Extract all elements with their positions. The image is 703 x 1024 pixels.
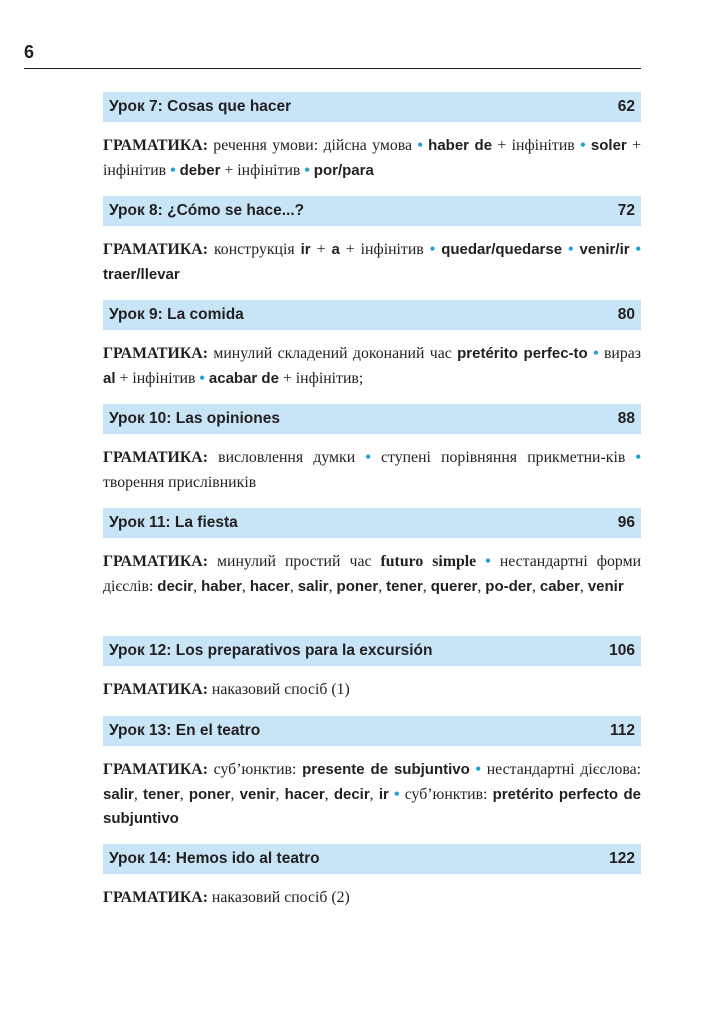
spanish-term: poner (336, 577, 379, 595)
page-number: 6 (24, 42, 35, 62)
lesson-title: Урок 10: Las opiniones (109, 410, 280, 427)
lesson-page-number: 96 (617, 514, 635, 531)
spanish-term: traer/llevar (103, 265, 180, 283)
lesson-header[interactable] (103, 92, 641, 122)
spanish-term: a (331, 241, 340, 258)
spanish-term: ir (300, 241, 311, 258)
spanish-term: tener (386, 577, 423, 595)
grammar-text: суб’юнктив: (399, 785, 493, 803)
lesson-title: Урок 7: Cosas que hacer (109, 98, 292, 115)
spanish-term: presente de subjuntivo (302, 761, 470, 778)
lesson-entry (103, 716, 641, 832)
grammar-text: , (230, 785, 240, 803)
grammar-description (103, 238, 641, 287)
lesson-header[interactable] (103, 196, 641, 226)
bullet-separator: • (593, 345, 599, 362)
lesson-page-number: 112 (609, 722, 635, 739)
lesson-entry (103, 196, 641, 287)
grammar-label: ГРАМАТИКА: (103, 241, 208, 258)
bullet-separator: • (475, 761, 482, 778)
grammar-description (103, 678, 641, 703)
bullet-separator: • (485, 553, 491, 570)
lesson-header[interactable] (103, 716, 641, 746)
lesson-title: Урок 13: En el teatro (109, 722, 261, 739)
grammar-text: + інфінітив (220, 161, 305, 179)
spanish-term: soler (590, 137, 627, 154)
grammar-text: , (328, 577, 337, 595)
bullet-separator: • (304, 161, 310, 179)
lesson-page-number: 88 (617, 410, 635, 427)
spanish-term: venir (587, 577, 624, 595)
grammar-text: минулий простий час (217, 553, 381, 570)
grammar-text: , (477, 577, 486, 595)
grammar-label: ГРАМАТИКА: (103, 889, 208, 906)
spanish-term: al (103, 369, 116, 387)
lesson-page-number: 106 (609, 642, 635, 659)
grammar-text: , (179, 785, 189, 803)
grammar-text: + інфінітив (115, 369, 200, 387)
spanish-term: ir (378, 785, 389, 803)
grammar-text: , (378, 577, 387, 595)
bullet-separator: • (170, 161, 176, 179)
lesson-page-number: 80 (617, 306, 635, 323)
header-rule (24, 68, 641, 69)
grammar-text: , (422, 577, 431, 595)
spanish-term: acabar de (208, 369, 279, 387)
bullet-separator: • (365, 449, 371, 466)
grammar-text: , (579, 577, 588, 595)
spanish-term: pretérito perfec-to (457, 345, 588, 362)
grammar-text: , (531, 577, 540, 595)
grammar-text: + інфінітив (339, 241, 430, 258)
grammar-text: , (241, 577, 250, 595)
grammar-label: ГРАМАТИКА: (103, 137, 208, 154)
grammar-text: конструкція (213, 241, 301, 258)
spanish-term: venir/ir (579, 241, 630, 258)
bullet-separator: • (429, 241, 436, 258)
lesson-page-number: 72 (617, 202, 635, 219)
bullet-separator: • (580, 137, 586, 154)
grammar-label: ГРАМАТИКА: (103, 553, 208, 570)
bullet-separator: • (568, 241, 574, 258)
grammar-text: + інфінітив; (278, 369, 364, 387)
grammar-text: нестандартні дієслова: (481, 761, 641, 778)
spanish-term: salir (103, 785, 134, 803)
spanish-term: decir (333, 785, 370, 803)
spanish-term: pretérito perfecto de subjuntivo (103, 785, 641, 827)
grammar-text: , (369, 785, 379, 803)
grammar-text: , (133, 785, 143, 803)
grammar-text: , (324, 785, 334, 803)
lesson-header[interactable] (103, 844, 641, 874)
bullet-separator: • (394, 785, 400, 803)
grammar-text: , (275, 785, 285, 803)
grammar-text: речення умови: дійсна умова (213, 137, 418, 154)
grammar-description (103, 886, 641, 911)
lesson-page-number: 122 (609, 850, 635, 867)
bullet-separator: • (635, 241, 642, 258)
spanish-term: hacer (284, 785, 325, 803)
lesson-header[interactable] (103, 636, 641, 666)
grammar-label: ГРАМАТИКА: (103, 345, 208, 362)
grammar-text: висловлення думки (218, 449, 366, 466)
spanish-term: decir (157, 577, 194, 595)
grammar-text: + інфінітив (103, 137, 642, 179)
grammar-description (103, 134, 641, 183)
grammar-text: + інфінітив (492, 137, 581, 154)
lesson-title: Урок 12: Los preparativos para la excursión (109, 642, 433, 659)
bullet-separator: • (635, 449, 641, 466)
spanish-term: haber de (428, 137, 493, 154)
grammar-text: + (310, 241, 332, 258)
lesson-title: Урок 9: La comida (109, 306, 244, 323)
lesson-title: Урок 14: Hemos ido al teatro (109, 850, 320, 867)
grammar-description (103, 758, 641, 832)
lesson-entry (103, 844, 641, 911)
grammar-text: , (289, 577, 298, 595)
spanish-term: venir (239, 785, 276, 803)
grammar-text: творення прислівників (103, 473, 257, 491)
spanish-term: poner (188, 785, 231, 803)
grammar-text: суб’юнктив: (213, 761, 303, 778)
grammar-label: ГРАМАТИКА: (103, 761, 208, 778)
grammar-description (103, 550, 641, 599)
spanish-term: querer (430, 577, 478, 595)
lesson-header[interactable] (103, 300, 641, 330)
lesson-title: Урок 8: ¿Cómo se hace...? (109, 202, 305, 219)
grammar-label: ГРАМАТИКА: (103, 449, 208, 466)
grammar-text: минулий складений доконаний час (213, 345, 458, 362)
grammar-text: нестандартні форми дієслів: (103, 553, 642, 595)
lesson-entry (103, 508, 641, 599)
spanish-term: deber (179, 161, 221, 179)
lesson-entry (103, 636, 641, 703)
lesson-header[interactable] (103, 404, 641, 434)
grammar-description (103, 446, 641, 495)
grammar-text: , (193, 577, 202, 595)
grammar-text: наказовий спосіб (2) (211, 889, 350, 906)
lesson-entry (103, 300, 641, 391)
spanish-term: po-der (485, 577, 532, 595)
grammar-text: наказовий спосіб (1) (211, 681, 350, 698)
lesson-entry (103, 404, 641, 495)
lesson-entry (103, 92, 641, 183)
spanish-term: salir (297, 577, 329, 595)
lesson-header[interactable] (103, 508, 641, 538)
spanish-term: hacer (249, 577, 290, 595)
spanish-term: por/para (313, 161, 374, 179)
spanish-term: futuro simple (380, 553, 477, 570)
lesson-title: Урок 11: La fiesta (109, 514, 238, 531)
bullet-separator: • (417, 137, 423, 154)
spanish-term: tener (143, 785, 180, 803)
grammar-text (476, 553, 485, 570)
spanish-term: caber (539, 577, 580, 595)
lesson-page-number: 62 (617, 98, 635, 115)
bullet-separator: • (199, 369, 205, 387)
grammar-text: вираз (598, 345, 642, 362)
spanish-term: quedar/quedarse (441, 241, 563, 258)
spanish-term: haber (201, 577, 242, 595)
grammar-text: ступені порівняння прикметни-ків (370, 449, 636, 466)
grammar-label: ГРАМАТИКА: (103, 681, 208, 698)
grammar-description (103, 342, 641, 391)
